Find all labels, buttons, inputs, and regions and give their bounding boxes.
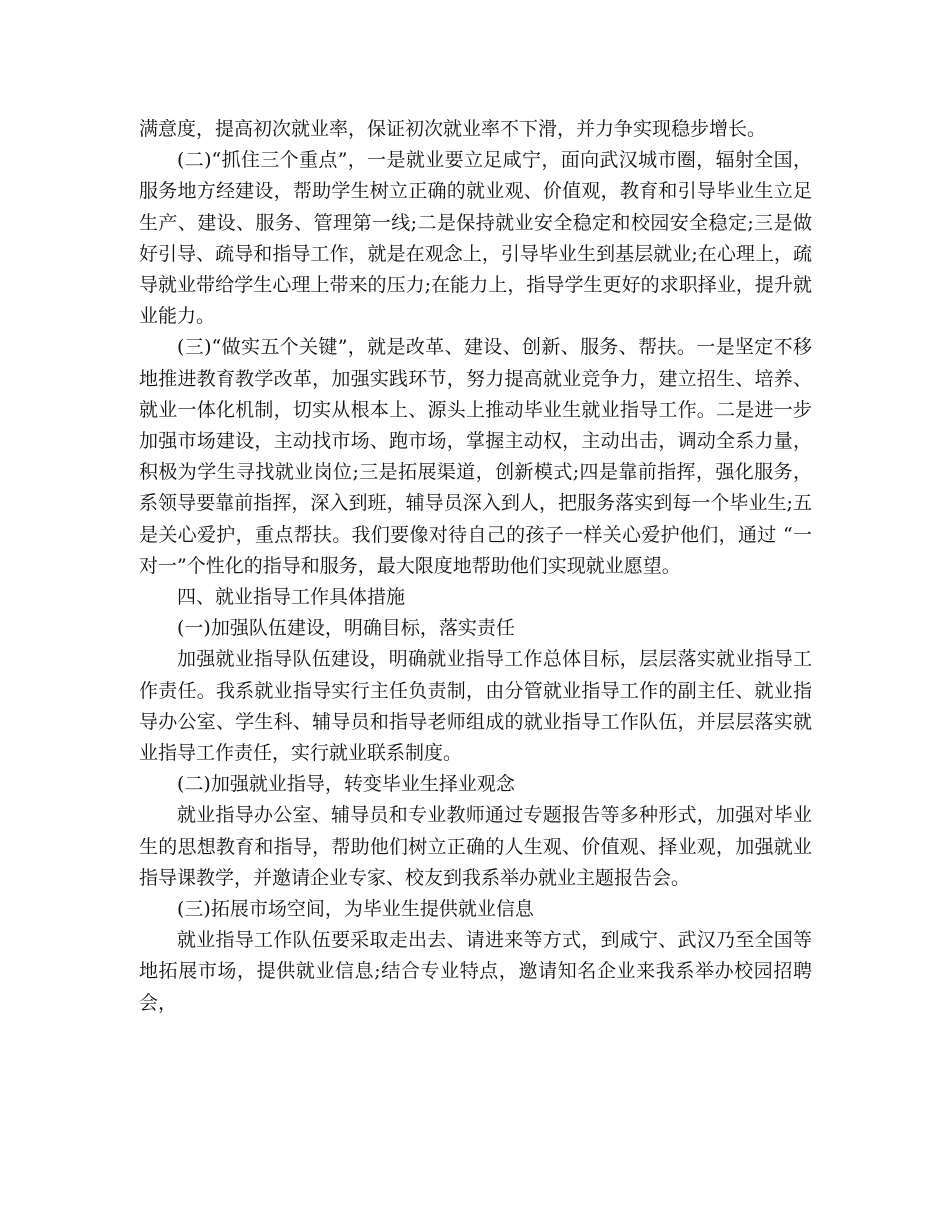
paragraph-three-priorities: (二)“抓住三个重点”，一是就业要立足咸宁，面向武汉城市圈，辐射全国，服务地方经建设，帮助学生树立正确的就业观、价值观，教育和引导毕业生立足生产、建设、服务、管理第一线;二是保持就业安全稳定和校园安全稳定;三是做好引导、疏导和指导工作，就是在观念上，引导毕业生到基层就业;在心理上，疏导就业带给学生心理上带来的压力;在能力上，指导学生更好的求职择业，提升就业能力。 xyxy=(139,149,812,328)
paragraph-continuation: 满意度，提高初次就业率，保证初次就业率不下滑，并力争实现稳步增长。 xyxy=(139,118,767,140)
subheading-market: (三)拓展市场空间，为毕业生提供就业信息 xyxy=(177,898,534,921)
paragraph-market: 就业指导工作队伍要采取走出去、请进来等方式，到咸宁、武汉乃至全国等地拓展市场，提供就业信息;结合专业特点，邀请知名企业来我系举办校园招聘会， xyxy=(139,929,812,1014)
subheading-team-building: (一)加强队伍建设，明确目标，落实责任 xyxy=(177,617,515,640)
paragraph-five-keys: (三)“做实五个关键”，就是改革、建设、创新、服务、帮扶。一是坚定不移地推进教育教学改革，加强实践环节，努力提高就业竞争力，建立招生、培养、就业一体化机制，切实从根本上、源头上推动毕业生就业指导工作。二是进一步加强市场建设，主动找市场、跑市场，掌握主动权，主动出击，调动全系力量，积极为学生寻找就业岗位;三是拓展渠道，创新模式;四是靠前指挥，强化服务，系领导要靠前指挥，深入到班，辅导员深入到人，把服务落实到每一个毕业生;五是关心爱护，重点帮扶。我们要像对待自己的孩子一样关心爱护他们，通过 “一对一”个性化的指导和服务，最大限度地帮助他们实现就业愿望。 xyxy=(139,336,812,577)
subheading-guidance: (二)加强就业指导，转变毕业生择业观念 xyxy=(177,773,515,796)
paragraph-team-building: 加强就业指导队伍建设，明确就业指导工作总体目标，层层落实就业指导工作责任。我系就业指导实行主任负责制，由分管就业指导工作的副主任、就业指导办公室、学生科、辅导员和指导老师组成的就业指导工作队伍，并层层落实就业指导工作责任，实行就业联系制度。 xyxy=(139,648,812,765)
document-body xyxy=(139,114,812,1019)
section-heading-measures: 四、就业指导工作具体措施 xyxy=(177,586,406,609)
paragraph-guidance: 就业指导办公室、辅导员和专业教师通过专题报告等多种形式，加强对毕业生的思想教育和指导，帮助他们树立正确的人生观、价值观、择业观，加强就业指导课教学，并邀请企业专家、校友到我系举办就业主题报告会。 xyxy=(139,804,812,889)
